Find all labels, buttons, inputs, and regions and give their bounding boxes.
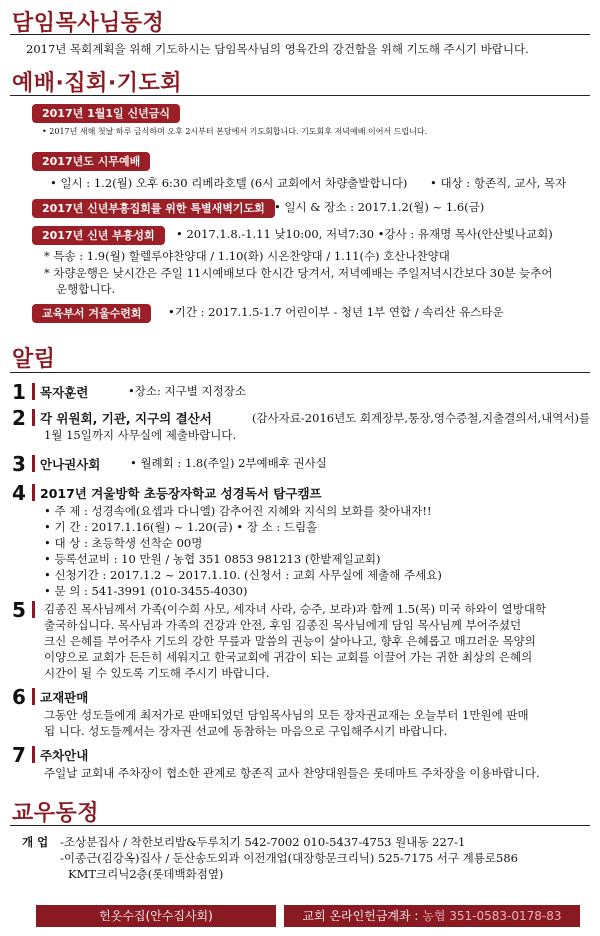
opening-service-date: • 일시 : 1.2(월) 오후 6:30 리베라호텔 (6시 교회에서 차량출발합니다) xyxy=(50,176,408,190)
revival-label: 2017년 신년 부흥성회 xyxy=(32,226,165,245)
notice-bar xyxy=(32,409,35,426)
revival-note-1: * 특송 : 1.9(월) 할렐루야찬양대 / 1.10(화) 시온찬양대 / 1.11(수) 호산나찬양대 xyxy=(44,249,450,263)
revival-text: • 2017.1.8.-1.11 낮10:00, 저녁7:30 •강사 : 유재명 목사(안산빛나교회) xyxy=(176,227,553,241)
notice-line: 1월 15일까지 사무실에 제출바랍니다. xyxy=(44,428,237,442)
notice-line: 시간이 될 수 있도록 기도해 주시기 바랍니다. xyxy=(44,666,270,680)
pastor-news-title: 담임목사님동정 xyxy=(12,11,165,36)
notice-line: • 기 간 : 2017.1.16(월) ~ 1.20(금) • 장 소 : 드림홀 xyxy=(44,520,318,534)
opening-service-target: • 대상 : 항존직, 교사, 목자 xyxy=(430,176,567,190)
divider xyxy=(10,34,590,35)
notice-line: 출국하십니다. 목사님과 가족의 건강과 안전, 후임 김종진 목사님에게 담임 목사님께 부어주셨던 xyxy=(44,618,522,632)
newyear-fast-label: 2017년 1월1일 신년금식 xyxy=(32,104,180,123)
notice-line: 됩 니다. 성도들께서는 장자권 선교에 동참하는 마음으로 구입해주시기 바랍니다. xyxy=(44,724,448,738)
notice-line: • 문 의 : 541-3991 (010-3455-4030) xyxy=(44,584,248,598)
online-offering-banner xyxy=(284,905,580,927)
retreat-label: 교육부서 겨울수련회 xyxy=(32,304,151,323)
notice-bar xyxy=(32,746,35,763)
dawn-prayer-label: 2017년 신년부흥집회를 위한 특별새벽기도회 xyxy=(32,199,275,218)
clothes-collection-label: 헌옷수집(안수집사회) xyxy=(99,909,213,923)
member-news-line: -이종근(김강옥)집사 / 둔산송도외과 이전개업(대장항문크리닉) 525-7175 서구 계룡로586 xyxy=(60,851,518,865)
notice-heading: 각 위원회, 기관, 지구의 결산서 xyxy=(40,411,212,426)
offering-account-prefix: 교회 온라인헌금계좌 : xyxy=(302,909,423,923)
notice-heading: 안나권사회 xyxy=(40,457,101,472)
notice-heading: 교재판매 xyxy=(40,690,89,705)
notice-number: 3 xyxy=(12,452,26,476)
offering-account-number: 농협 351-0583-0178-83 xyxy=(422,909,562,923)
dawn-prayer-text: • 일시 & 장소 : 2017.1.2(월) ~ 1.6(금) xyxy=(274,200,485,214)
notice-line: 주일날 교회내 주차장이 협소한 관계로 항존직 교사 찬양대원들은 롯데마트 주차장을 이용바랍니다. xyxy=(44,766,540,780)
member-news-line: KMT크리닉2층(롯데백화점옆) xyxy=(68,867,224,881)
notice-number: 4 xyxy=(12,481,26,505)
notice-line: (감사자료-2016년도 회계장부,통장,영수증철,지출결의서,내역서)를 xyxy=(252,411,591,425)
divider xyxy=(10,372,590,373)
divider xyxy=(10,95,590,96)
notice-number: 1 xyxy=(12,380,26,404)
notice-bar xyxy=(32,484,35,501)
notice-title: 알림 xyxy=(12,347,56,372)
notice-line: • 신청기간 : 2017.1.2 ~ 2017.1.10. (신청서 : 교회 사무실에 제출해 주세요) xyxy=(44,568,442,582)
notice-line: 크신 은혜를 부어주사 기도의 강한 무릎과 말씀의 권능이 살아나고, 향후 은혜롭고 매끄러운 목양의 xyxy=(44,634,536,648)
notice-line: • 등록선교비 : 10 만원 / 농협 351 0853 981213 (한밭제일교회) xyxy=(44,552,381,566)
notice-line: •장소: 지구별 지정장소 xyxy=(128,384,246,398)
newyear-fast-text: • 2017년 새해 첫날 하루 금식하며 오후 2시부터 본당에서 기도회합니다. 기도회후 저녁예배 이어서 드립니다. xyxy=(42,127,428,136)
pastor-news-text: 2017년 목회계획을 위해 기도하시는 담임목사님의 영육간의 강건함을 위해 기도해 주시기 바랍니다. xyxy=(26,42,529,56)
notice-line: 김종진 목사님께서 가족(이수희 사모, 세자녀 사라, 승주, 보라)과 함께 1.5(목) 미국 하와이 열방대학 xyxy=(44,602,547,616)
notice-bar xyxy=(32,601,35,618)
opening-service-label: 2017년도 시무예배 xyxy=(32,152,150,171)
clothes-collection-banner xyxy=(36,905,276,927)
notice-number: 7 xyxy=(12,743,26,767)
revival-note-3: 운행합니다. xyxy=(56,282,116,296)
notice-line: • 월례회 : 1.8(주일) 2부예배후 권사실 xyxy=(130,456,327,470)
notice-bar xyxy=(32,455,35,472)
opening-label: 개 업 xyxy=(22,835,49,849)
revival-note-2: * 차량운행은 낮시간은 주일 11시예배보다 한시간 당겨서, 저녁예배는 주일저녁시간보다 30분 늦추어 xyxy=(44,266,553,280)
divider xyxy=(10,825,590,826)
member-news-line: -조상분집사 / 착한보리밥&두루치기 542-7002 010-5437-4753 원내동 227-1 xyxy=(60,835,466,849)
member-news-title: 교우동정 xyxy=(12,801,100,826)
notice-heading: 목자훈련 xyxy=(40,385,89,400)
notice-line: • 주 제 : 성경속에(요셉과 다니엘) 감추어진 지혜와 지식의 보화를 찾아내자!! xyxy=(44,504,432,518)
worship-title: 예배·집회·기도회 xyxy=(12,71,182,96)
notice-line: 그동안 성도들에게 최저가로 판매되었던 담임목사님의 모든 장자권교재는 오늘부터 1만원에 판매 xyxy=(44,708,529,722)
notice-line: 이양으로 교회가 든든히 세워지고 한국교회에 귀감이 되는 교회를 이끌어 가는 귀한 최상의 은혜의 xyxy=(44,650,533,664)
notice-number: 5 xyxy=(12,598,26,622)
retreat-text: •기간 : 2017.1.5-1.7 어린이부 - 청년 1부 연합 / 속리산 유스타운 xyxy=(168,305,504,319)
notice-heading: 2017년 겨울방학 초등장자학교 성경독서 탐구캠프 xyxy=(40,486,322,501)
notice-number: 6 xyxy=(12,685,26,709)
notice-bar xyxy=(32,688,35,705)
notice-number: 2 xyxy=(12,406,26,430)
notice-heading: 주차안내 xyxy=(40,748,89,763)
notice-bar xyxy=(32,383,35,400)
notice-line: • 대 상 : 초등학생 선착순 00명 xyxy=(44,536,203,550)
